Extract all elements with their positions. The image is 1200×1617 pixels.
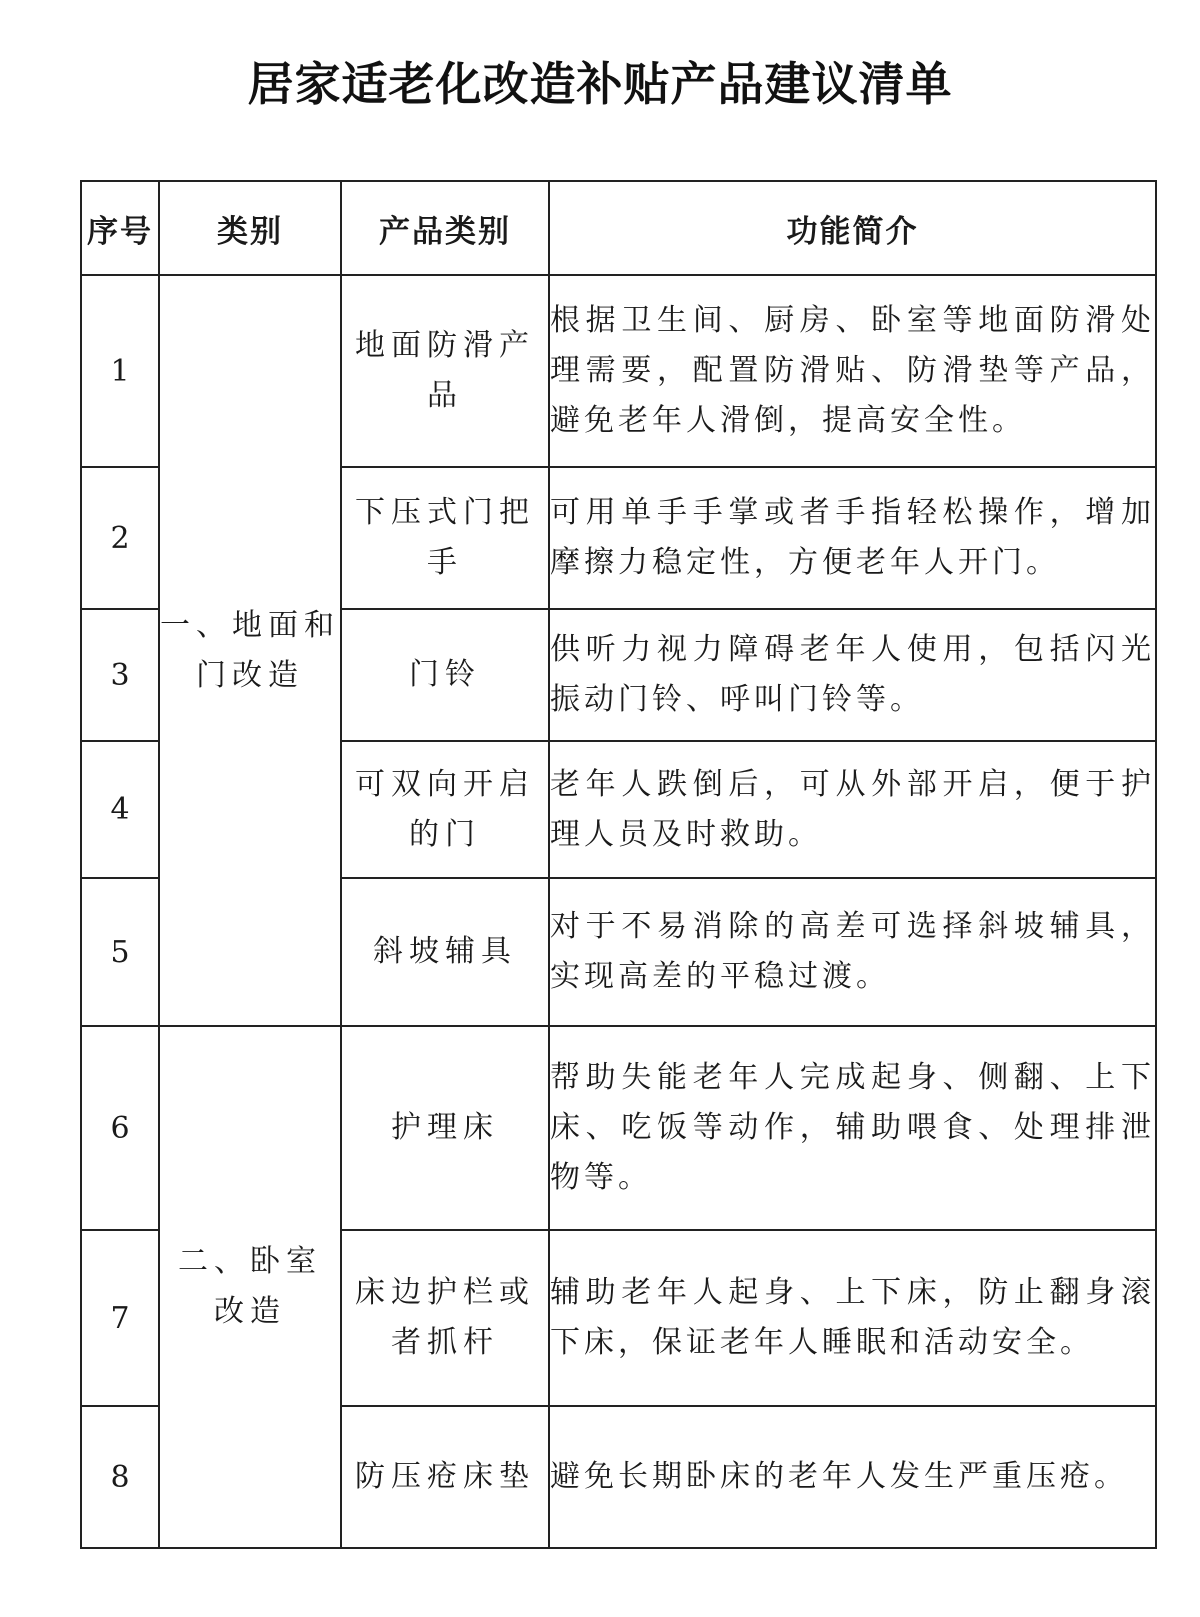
header-no: 序号 xyxy=(81,181,159,275)
document-title: 居家适老化改造补贴产品建议清单 xyxy=(247,57,953,111)
row-product: 床边护栏或者抓杆 xyxy=(341,1230,549,1406)
category-label-line: 改造 xyxy=(214,1294,286,1329)
row-product: 可双向开启的门 xyxy=(341,741,549,878)
row-no: 4 xyxy=(81,741,159,878)
product-list-table xyxy=(80,180,1157,1549)
table-header-row xyxy=(81,181,1156,275)
row-product: 防压疮床垫 xyxy=(341,1406,549,1548)
row-no: 6 xyxy=(81,1026,159,1230)
category-label-line: 二、卧室 xyxy=(178,1244,322,1279)
row-no: 8 xyxy=(81,1406,159,1548)
row-product: 护理床 xyxy=(341,1026,549,1230)
row-no: 2 xyxy=(81,467,159,609)
row-product: 斜坡辅具 xyxy=(341,878,549,1026)
row-product: 地面防滑产品 xyxy=(341,275,549,467)
category-bedroom xyxy=(159,1026,341,1548)
row-function: 对于不易消除的高差可选择斜坡辅具，实现高差的平稳过渡。 xyxy=(549,878,1156,1026)
row-no: 3 xyxy=(81,609,159,741)
row-function: 帮助失能老年人完成起身、侧翻、上下床、吃饭等动作，辅助喂食、处理排泄物等。 xyxy=(549,1026,1156,1230)
row-function: 避免长期卧床的老年人发生严重压疮。 xyxy=(549,1406,1156,1548)
row-function: 老年人跌倒后，可从外部开启，便于护理人员及时救助。 xyxy=(549,741,1156,878)
table-row xyxy=(81,275,1156,467)
row-no: 1 xyxy=(81,275,159,467)
row-function: 根据卫生间、厨房、卧室等地面防滑处理需要，配置防滑贴、防滑垫等产品，避免老年人滑倒，提高安全性。 xyxy=(549,275,1156,467)
row-product: 下压式门把手 xyxy=(341,467,549,609)
row-product: 门铃 xyxy=(341,609,549,741)
row-function: 辅助老年人起身、上下床，防止翻身滚下床，保证老年人睡眠和活动安全。 xyxy=(549,1230,1156,1406)
row-no: 5 xyxy=(81,878,159,1026)
header-product: 产品类别 xyxy=(341,181,549,275)
row-function: 可用单手手掌或者手指轻松操作，增加摩擦力稳定性，方便老年人开门。 xyxy=(549,467,1156,609)
header-category: 类别 xyxy=(159,181,341,275)
category-label-line: 门改造 xyxy=(196,657,304,693)
row-function: 供听力视力障碍老年人使用，包括闪光振动门铃、呼叫门铃等。 xyxy=(549,609,1156,741)
header-function: 功能简介 xyxy=(549,181,1156,275)
category-label-line: 一、地面和 xyxy=(160,607,340,643)
row-no: 7 xyxy=(81,1230,159,1406)
table-row xyxy=(81,1026,1156,1230)
category-floor-door xyxy=(159,275,341,1026)
